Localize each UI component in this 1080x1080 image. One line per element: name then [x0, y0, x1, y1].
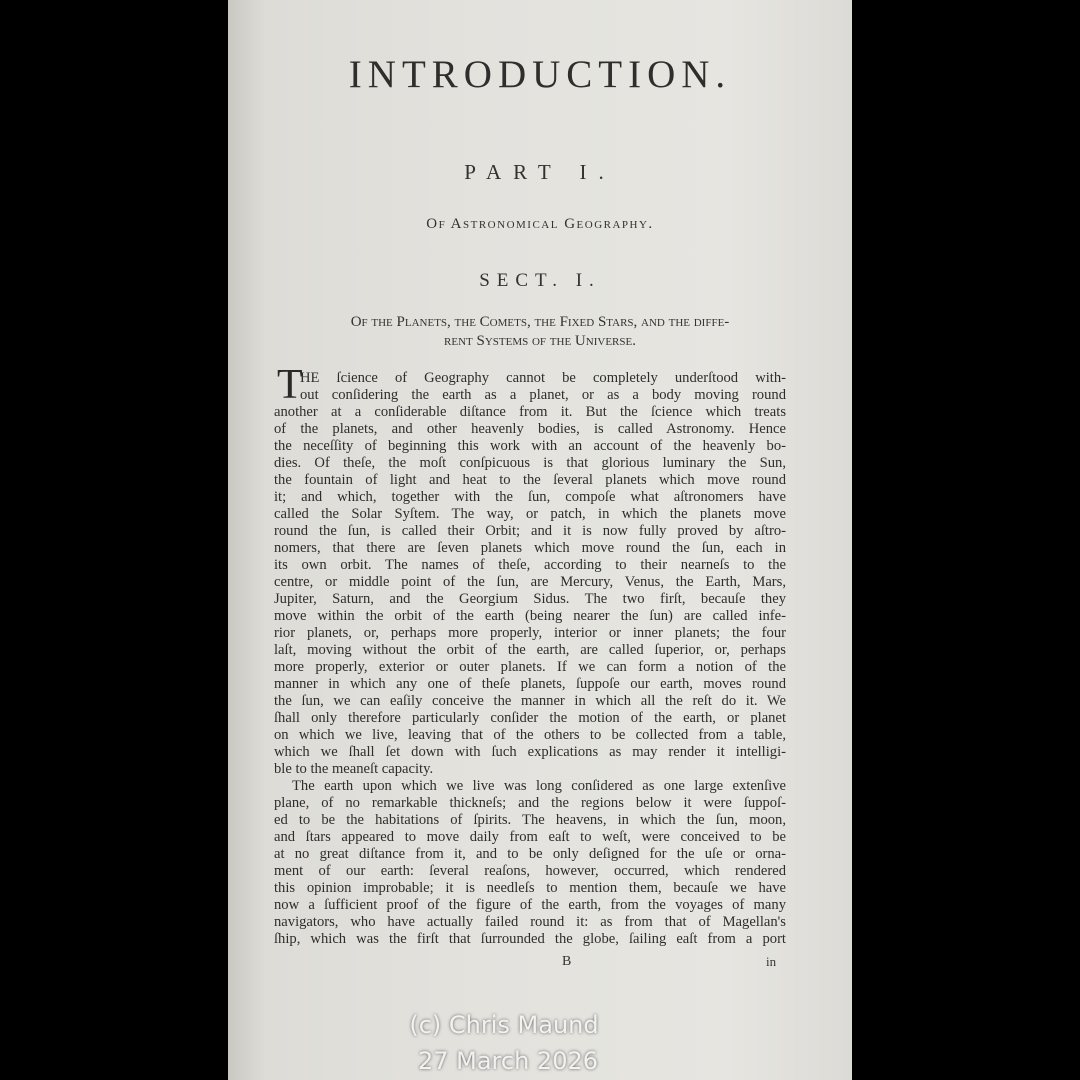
- text-line: of the planets, and other heavenly bodies, is called Astronomy. Hence: [274, 421, 786, 437]
- text-line: at no great diſtance from it, and to be only deſigned for the uſe or orna-: [274, 846, 786, 862]
- text-line: ſhip, which was the firſt that ſurrounded the globe, ſailing eaſt from a port: [274, 931, 786, 947]
- text-line: Jupiter, Saturn, and the Georgium Sidus. The two firſt, becauſe they: [274, 591, 786, 607]
- text-line: this opinion improbable; it is needleſs to mention them, becauſe we have: [274, 880, 786, 896]
- section-heading: [282, 313, 798, 351]
- part-heading: PART I.: [464, 160, 616, 184]
- text-line: out conſidering the earth as a planet, or as a body moving round: [300, 387, 786, 403]
- text-line: its own orbit. The names of theſe, according to their nearneſs to the: [274, 557, 786, 573]
- text-line: nomers, that there are ſeven planets which move round the ſun, each in: [274, 540, 786, 556]
- text-line: laſt, moving without the orbit of the earth, are called ſuperior, or, perhaps: [274, 642, 786, 658]
- text-line: plane, of no remarkable thickneſs; and the regions below it were ſuppoſ-: [274, 795, 786, 811]
- text-line: on which we live, leaving that of the others to be collected from a table,: [274, 727, 786, 743]
- text-line: HE ſcience of Geography cannot be completely underſtood with-: [300, 370, 786, 386]
- body-text: [274, 370, 786, 948]
- watermark-credit: (c) Chris Maund: [409, 1011, 599, 1039]
- section-heading-line: Of the Planets, the Comets, the Fixed Stars, and the diffe-: [350, 314, 730, 330]
- text-line: dies. Of theſe, the moſt conſpicuous is that glorious luminary the Sun,: [274, 455, 786, 471]
- text-line: centre, or middle point of the ſun, are Mercury, Venus, the Earth, Mars,: [274, 574, 786, 590]
- text-line: it; and which, together with the ſun, compoſe what aſtronomers have: [274, 489, 786, 505]
- text-line: ment of our earth: ſeveral reaſons, however, occurred, which rendered: [274, 863, 786, 879]
- text-line: ble to the meaneſt capacity.: [274, 761, 434, 777]
- text-line: the ſun, we can eaſily conceive the manner in which all the reſt do it. We: [274, 693, 786, 709]
- text-line: ed to be the habitations of ſpirits. The heavens, in which the ſun, moon,: [274, 812, 786, 828]
- text-line: navigators, who have actually failed round it: as from that of Magellan's: [274, 914, 786, 930]
- catchword: in: [766, 954, 777, 969]
- signature-mark: B: [562, 954, 572, 969]
- section-number: SECT. I.: [479, 270, 601, 291]
- text-line: more properly, exterior or outer planets. If we can form a notion of the: [274, 659, 786, 675]
- book-page: [228, 0, 852, 1080]
- text-line: called the Solar Syſtem. The way, or patch, in which the planets move: [274, 506, 786, 522]
- drop-cap: T: [277, 362, 303, 408]
- text-line: round the ſun, is called their Orbit; and it is now fully proved by aſtro-: [274, 523, 786, 539]
- text-line: and ſtars appeared to move daily from eaſt to weſt, were conceived to be: [274, 829, 786, 845]
- text-line: The earth upon which we live was long conſidered as one large extenſive: [292, 778, 786, 794]
- text-line: manner in which any one of theſe planets, ſuppoſe our earth, moves round: [274, 676, 786, 692]
- text-line: another at a conſiderable diſtance from it. But the ſcience which treats: [274, 404, 786, 420]
- section-heading-line: rent Systems of the Universe.: [444, 333, 636, 349]
- text-line: which we ſhall ſet down with ſuch explications as may render it intelligi-: [274, 744, 786, 760]
- text-line: ſhall only therefore particularly conſider the motion of the earth, or planet: [274, 710, 786, 726]
- text-line: the neceſſity of beginning this work with an account of the heavenly bo-: [274, 438, 786, 454]
- text-line: the fountain of light and heat to the ſeveral planets which move round: [274, 472, 786, 488]
- text-line: rior planets, or, perhaps more properly, interior or inner planets; the four: [274, 625, 786, 641]
- text-line: move within the orbit of the earth (being nearer the ſun) are called infe-: [274, 608, 786, 624]
- part-subtitle: Of Astronomical Geography.: [426, 216, 654, 232]
- text-line: now a ſufficient proof of the figure of the earth, from the voyages of many: [274, 897, 786, 913]
- watermark-date: 27 March 2026: [417, 1047, 599, 1075]
- page-title: INTRODUCTION.: [348, 53, 732, 96]
